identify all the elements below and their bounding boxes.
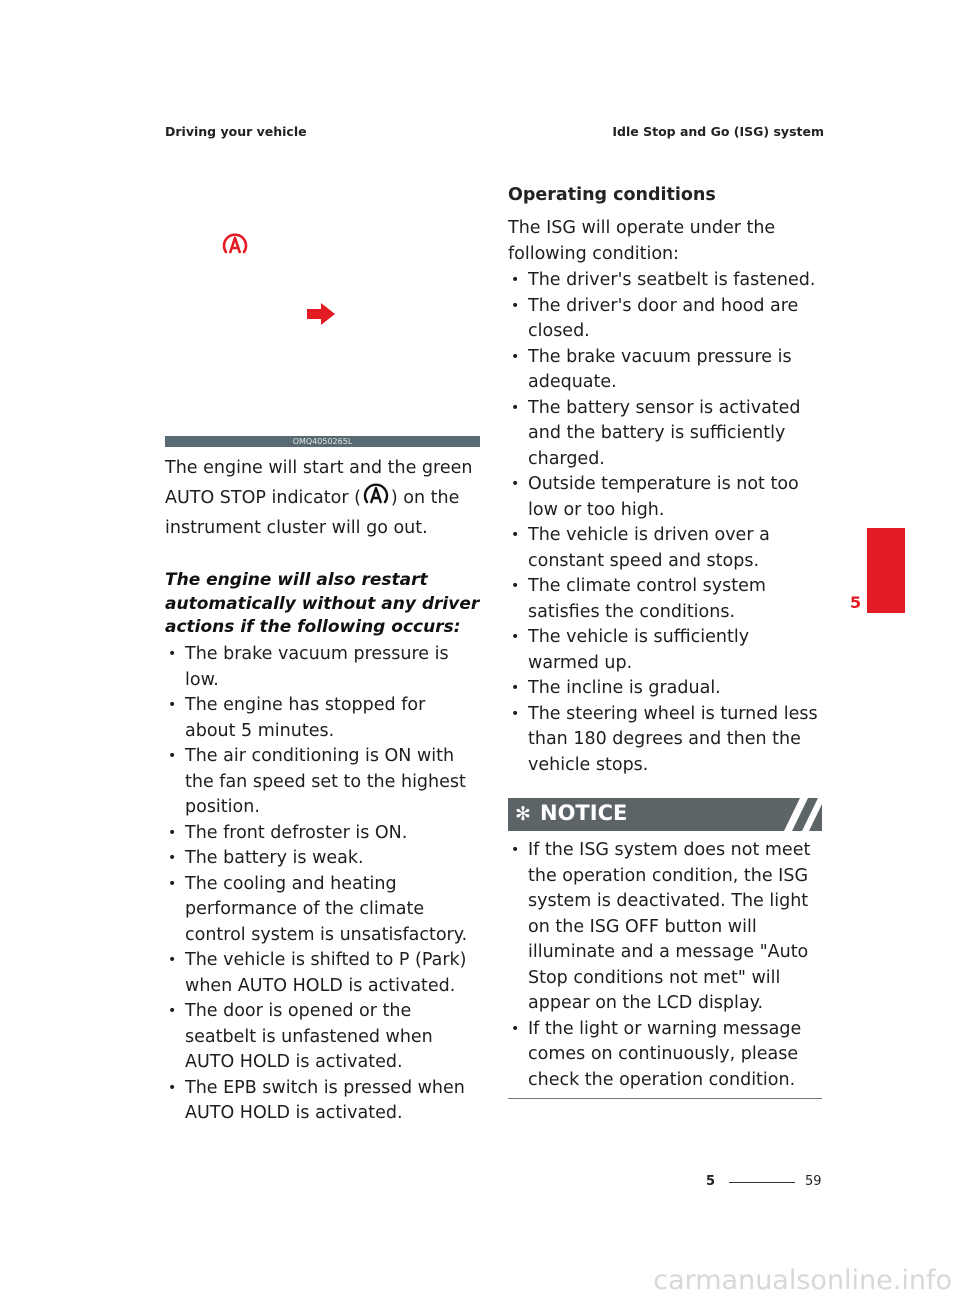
list-item: • The door is opened or the seatbelt is unfastened when AUTO HOLD is activated.: [165, 999, 481, 1076]
list-item: • The vehicle is shifted to P (Park) when AUTO HOLD is activated.: [165, 948, 481, 999]
intro-text-after: ) on the instrument cluster will go out.: [165, 488, 460, 538]
notice-divider: [508, 1098, 822, 1099]
notice-stripes-icon: [770, 798, 822, 831]
figure-code: OMQ4050265L: [165, 436, 480, 447]
operating-conditions-list: [508, 268, 824, 778]
restart-conditions-list: [165, 642, 481, 1127]
list-item: • The driver's seatbelt is fastened.: [508, 268, 824, 294]
intro-paragraph: [165, 453, 481, 543]
list-item: • The EPB switch is pressed when AUTO HOLD is activated.: [165, 1076, 481, 1127]
footer-page-number: 59: [805, 1174, 822, 1189]
list-item: • The front defroster is ON.: [165, 821, 481, 847]
list-item: • The air conditioning is ON with the fan speed set to the highest position.: [165, 744, 481, 821]
list-item: • The brake vacuum pressure is low.: [165, 642, 481, 693]
chapter-side-number: 5: [850, 593, 862, 612]
list-item: • The battery is weak.: [165, 846, 481, 872]
list-item: • The vehicle is driven over a constant speed and stops.: [508, 523, 824, 574]
watermark: carmanualsonline.info: [653, 1265, 952, 1296]
arrow-right-icon: [305, 302, 337, 326]
operating-intro: The ISG will operate under the following condition:: [508, 218, 776, 264]
list-item: • If the light or warning message comes on continuously, please check the operation condition.: [508, 1017, 824, 1094]
list-item: • The vehicle is sufficiently warmed up.: [508, 625, 824, 676]
notice-asterisk-icon: ✻: [515, 803, 531, 825]
list-item: • The engine has stopped for about 5 minutes.: [165, 693, 481, 744]
list-item: • Outside temperature is not too low or too high.: [508, 472, 824, 523]
list-item: • The incline is gradual.: [508, 676, 824, 702]
notice-title: NOTICE: [540, 801, 628, 825]
list-item: • The cooling and heating performance of the climate control system is unsatisfactory.: [165, 872, 481, 949]
instrument-cluster-figure: [165, 210, 480, 448]
list-item: • The brake vacuum pressure is adequate.: [508, 345, 824, 396]
list-item: • The battery sensor is activated and the battery is sufficiently charged.: [508, 396, 824, 473]
footer-divider: [729, 1182, 795, 1183]
list-item: • The steering wheel is turned less than 180 degrees and then the vehicle stops.: [508, 702, 824, 779]
notice-banner: [508, 798, 822, 831]
auto-stop-indicator-icon: [221, 231, 249, 259]
intro-text-before: The engine will start and the green AUTO STOP indicator (: [165, 458, 473, 508]
chapter-side-tab: [867, 528, 905, 613]
list-item: • The climate control system satisfies the conditions.: [508, 574, 824, 625]
running-header-right: Idle Stop and Go (ISG) system: [612, 124, 824, 139]
restart-heading: The engine will also restart automatically without any driver actions if the following occurs:: [165, 570, 480, 637]
footer-chapter: 5: [706, 1174, 716, 1189]
operating-conditions-heading: Operating conditions: [508, 185, 716, 205]
auto-stop-inline-icon: [362, 481, 390, 509]
list-item: • If the ISG system does not meet the operation condition, the ISG system is deactivated. The light on the ISG OFF button will illuminate and a message "Auto Stop conditions not met" will appear on the LCD display.: [508, 838, 824, 1017]
running-header-left: Driving your vehicle: [165, 124, 307, 139]
notice-list: [508, 838, 824, 1093]
list-item: • The driver's door and hood are closed.: [508, 294, 824, 345]
